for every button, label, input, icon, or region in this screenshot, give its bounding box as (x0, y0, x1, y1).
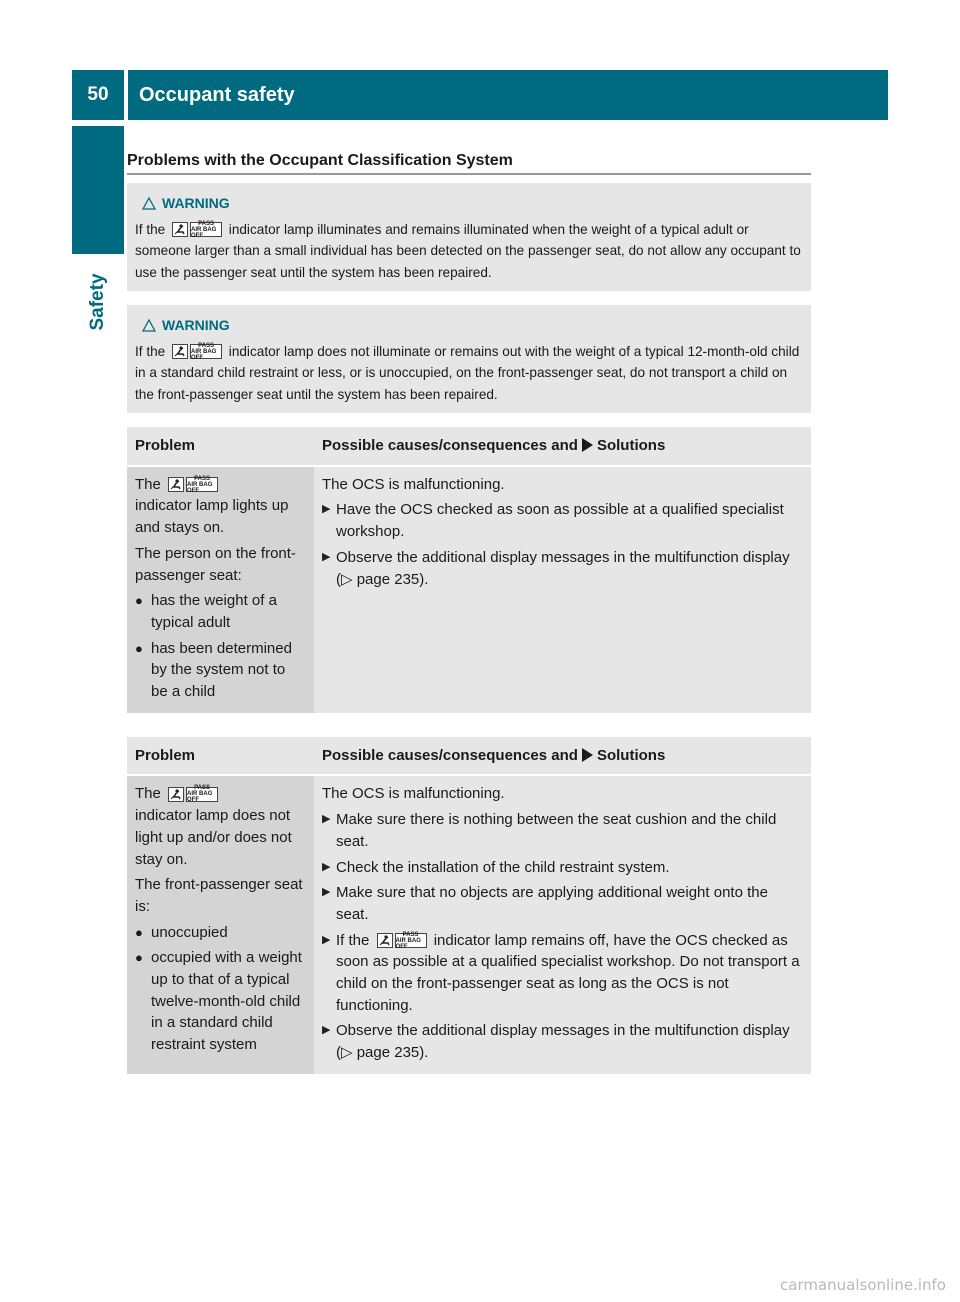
problem-table-2 (127, 737, 811, 1074)
airbag-off-icon: PASS AIR BAG OFF (186, 477, 218, 492)
warning-triangle-icon (142, 319, 156, 332)
header-solutions: Possible causes/consequences and Solutions (314, 427, 811, 466)
warning-box-2 (127, 305, 811, 413)
step-item: ▶ Make sure there is nothing between the seat cushion and the child seat. (322, 809, 803, 852)
step-arrow-icon: ▶ (322, 813, 331, 826)
problem-cell: The PASS AIR BAG OFF indicator lamp lights up and stays on. The person on the front-passenger seat: ● has the weight of a typical adult ● has been determined by the system not to be a child (127, 466, 314, 713)
airbag-off-icon: PASS AIR BAG OFF (190, 222, 222, 237)
step-arrow-icon: ▶ (322, 860, 331, 873)
header-problem: Problem (127, 427, 314, 466)
warning-triangle-icon (142, 197, 156, 210)
seat-person-icon (172, 222, 188, 237)
problem-cell: The PASS AIR BAG OFF indicator lamp does not light up and/or does not stay on. The front-passenger seat is: ● unoccupied ● occupied with a weight up to that of a typical twelve-month-old child in a standard child restraint system (127, 775, 314, 1073)
airbag-off-icon: PASS AIR BAG OFF (186, 787, 218, 802)
step-arrow-icon: ▶ (322, 550, 331, 563)
pass-airbag-off-lamp-icon (172, 222, 222, 237)
section-title: Problems with the Occupant Classification System (127, 152, 811, 175)
warning-text: If the PASS AIR BAG OFF indicator lamp illuminates and remains illuminated when the weight of a typical adult or someone larger than a small individual has been detected on the passenger seat, do not allow any occupant to use the passenger seat until the system has been repaired. (135, 220, 801, 280)
header-solutions: Possible causes/consequences and Solutions (314, 737, 811, 776)
step-item: ▶ Check the installation of the child restraint system. (322, 857, 803, 879)
cause-text: The OCS is malfunctioning. (322, 475, 505, 493)
warning-text: If the PASS AIR BAG OFF indicator lamp does not illuminate or remains out with the weight of a typical 12-month-old child in a standard child restraint or less, or is unoccupied, on the front-passenger seat, do not transport a child on the front-passenger seat until the system has been repaired. (135, 342, 800, 402)
airbag-off-icon: PASS AIR BAG OFF (395, 933, 427, 948)
step-arrow-icon: ▶ (322, 1024, 331, 1037)
pass-airbag-off-lamp-icon (168, 477, 218, 492)
warning-title: WARNING (162, 317, 230, 333)
solution-cell (314, 775, 811, 1073)
pass-airbag-off-lamp-icon (168, 787, 218, 802)
step-arrow-icon: ▶ (322, 886, 331, 899)
pass-airbag-off-lamp-icon (377, 933, 427, 948)
side-tab-label: Safety (87, 273, 108, 331)
step-arrow-icon: ▶ (322, 503, 331, 516)
step-arrow-icon: ▶ (322, 933, 331, 946)
solutions-arrow-icon (582, 438, 593, 452)
cause-text: The OCS is malfunctioning. (322, 785, 505, 803)
seat-person-icon (168, 477, 184, 492)
seat-person-icon (168, 787, 184, 802)
page-number: 50 (72, 70, 124, 120)
solutions-arrow-icon (582, 748, 593, 762)
problem-person: The person on the front-passenger seat: (135, 544, 296, 584)
pass-airbag-off-lamp-icon (172, 344, 222, 359)
page-content (127, 152, 811, 1074)
problem-seat: The front-passenger seat is: (135, 876, 303, 915)
list-item: ● has been determined by the system not to be a child (135, 639, 292, 701)
side-tab-block (72, 126, 124, 254)
watermark: carmanualsonline.info (780, 1276, 946, 1294)
problem-table-1 (127, 427, 811, 713)
step-item: ▶ Observe the additional display messages in the multifunction display (▷ page 235). (322, 1020, 803, 1063)
step-item: ▶ Have the OCS checked as soon as possible at a qualified specialist workshop. (322, 499, 803, 542)
seat-person-icon (172, 344, 188, 359)
list-item: ● unoccupied (135, 923, 228, 941)
header-problem: Problem (127, 737, 314, 776)
step-item: ▶ If the PASS AIR BAG OFF indicator lamp remains off, have the OCS checked as soon as possible at a qualified specialist workshop. Do not transport a child on the front-passenger seat as long as the OCS is not functioning. (322, 930, 803, 1017)
step-item: ▶ Observe the additional display messages in the multifunction display (▷ page 235). (322, 547, 803, 590)
warning-box-1 (127, 183, 811, 291)
step-item: ▶ Make sure that no objects are applying additional weight onto the seat. (322, 882, 803, 925)
warning-title: WARNING (162, 195, 230, 211)
chapter-title: Occupant safety (128, 70, 888, 120)
airbag-off-icon: PASS AIR BAG OFF (190, 344, 222, 359)
solution-cell (314, 466, 811, 713)
seat-person-icon (377, 933, 393, 948)
list-item: ● has the weight of a typical adult (135, 592, 277, 631)
list-item: ● occupied with a weight up to that of a typical twelve-month-old child in a standard child restraint system (135, 949, 302, 1054)
